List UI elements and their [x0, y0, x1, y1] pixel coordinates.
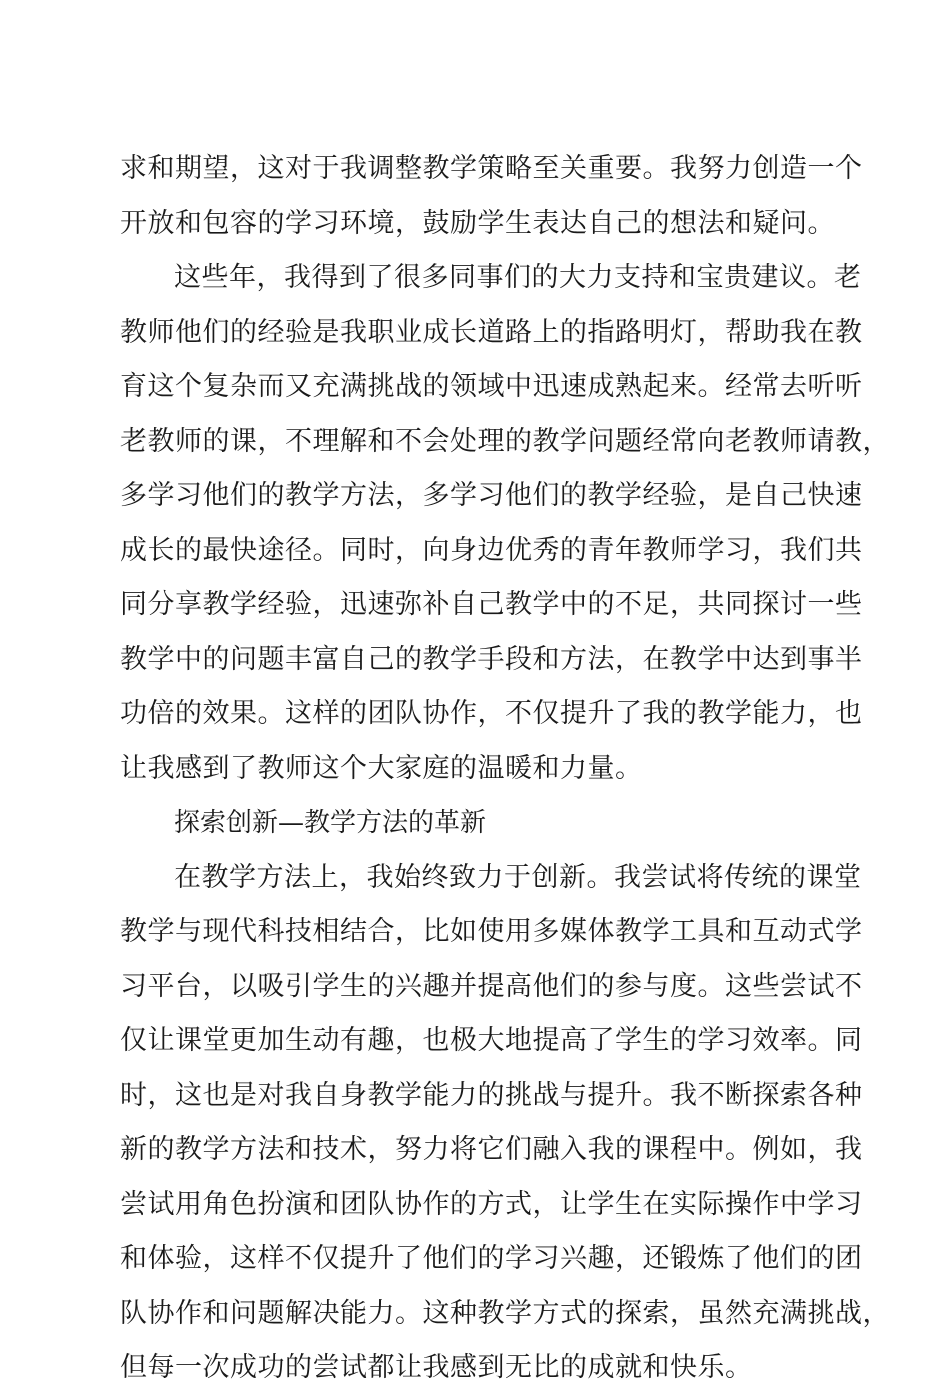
text-line: 但每一次成功的尝试都让我感到无比的成就和快乐。	[120, 1352, 753, 1383]
text-line: 新的教学方法和技术，努力将它们融入我的课程中。例如，我	[120, 1134, 863, 1165]
text-line: 尝试用角色扮演和团队协作的方式，让学生在实际操作中学习	[120, 1188, 863, 1220]
text-line: 教学与现代科技相结合，比如使用多媒体教学工具和互动式学	[120, 916, 863, 947]
text-line: 让我感到了教师这个大家庭的温暖和力量。	[120, 752, 643, 784]
text-line: 多学习他们的教学方法，多学习他们的教学经验，是自己快速	[120, 480, 863, 511]
text-line: 老教师的课，不理解和不会处理的教学问题经常向老教师请教，	[120, 425, 890, 457]
text-line: 开放和包容的学习环境，鼓励学生表达自己的想法和疑问。	[120, 207, 835, 239]
text-line: 和体验，这样不仅提升了他们的学习兴趣，还锻炼了他们的团	[120, 1243, 863, 1274]
text-line: 教学中的问题丰富自己的教学手段和方法，在教学中达到事半	[120, 643, 863, 675]
text-line: 功倍的效果。这样的团队协作，不仅提升了我的教学能力，也	[120, 698, 863, 729]
text-line: 队协作和问题解决能力。这种教学方式的探索，虽然充满挑战，	[120, 1297, 890, 1329]
body-text	[120, 142, 890, 1396]
text-line: 在教学方法上，我始终致力于创新。我尝试将传统的课堂	[174, 861, 862, 893]
section-heading: 探索创新—教学方法的革新	[174, 808, 487, 838]
text-line: 这些年，我得到了很多同事们的大力支持和宝贵建议。老	[174, 262, 862, 293]
text-line: 同分享教学经验，迅速弥补自己教学中的不足，共同探讨一些	[120, 589, 863, 620]
text-line: 成长的最快途径。同时，向身边优秀的青年教师学习，我们共	[120, 534, 863, 566]
text-line: 求和期望，这对于我调整教学策略至关重要。我努力创造一个	[120, 153, 863, 184]
text-line: 育这个复杂而又充满挑战的领域中迅速成熟起来。经常去听听	[120, 371, 863, 402]
text-line: 习平台，以吸引学生的兴趣并提高他们的参与度。这些尝试不	[120, 970, 863, 1002]
text-line: 教师他们的经验是我职业成长道路上的指路明灯，帮助我在教	[120, 316, 863, 348]
text-line: 时，这也是对我自身教学能力的挑战与提升。我不断探索各种	[120, 1079, 863, 1111]
text-line: 仅让课堂更加生动有趣，也极大地提高了学生的学习效率。同	[120, 1025, 863, 1056]
